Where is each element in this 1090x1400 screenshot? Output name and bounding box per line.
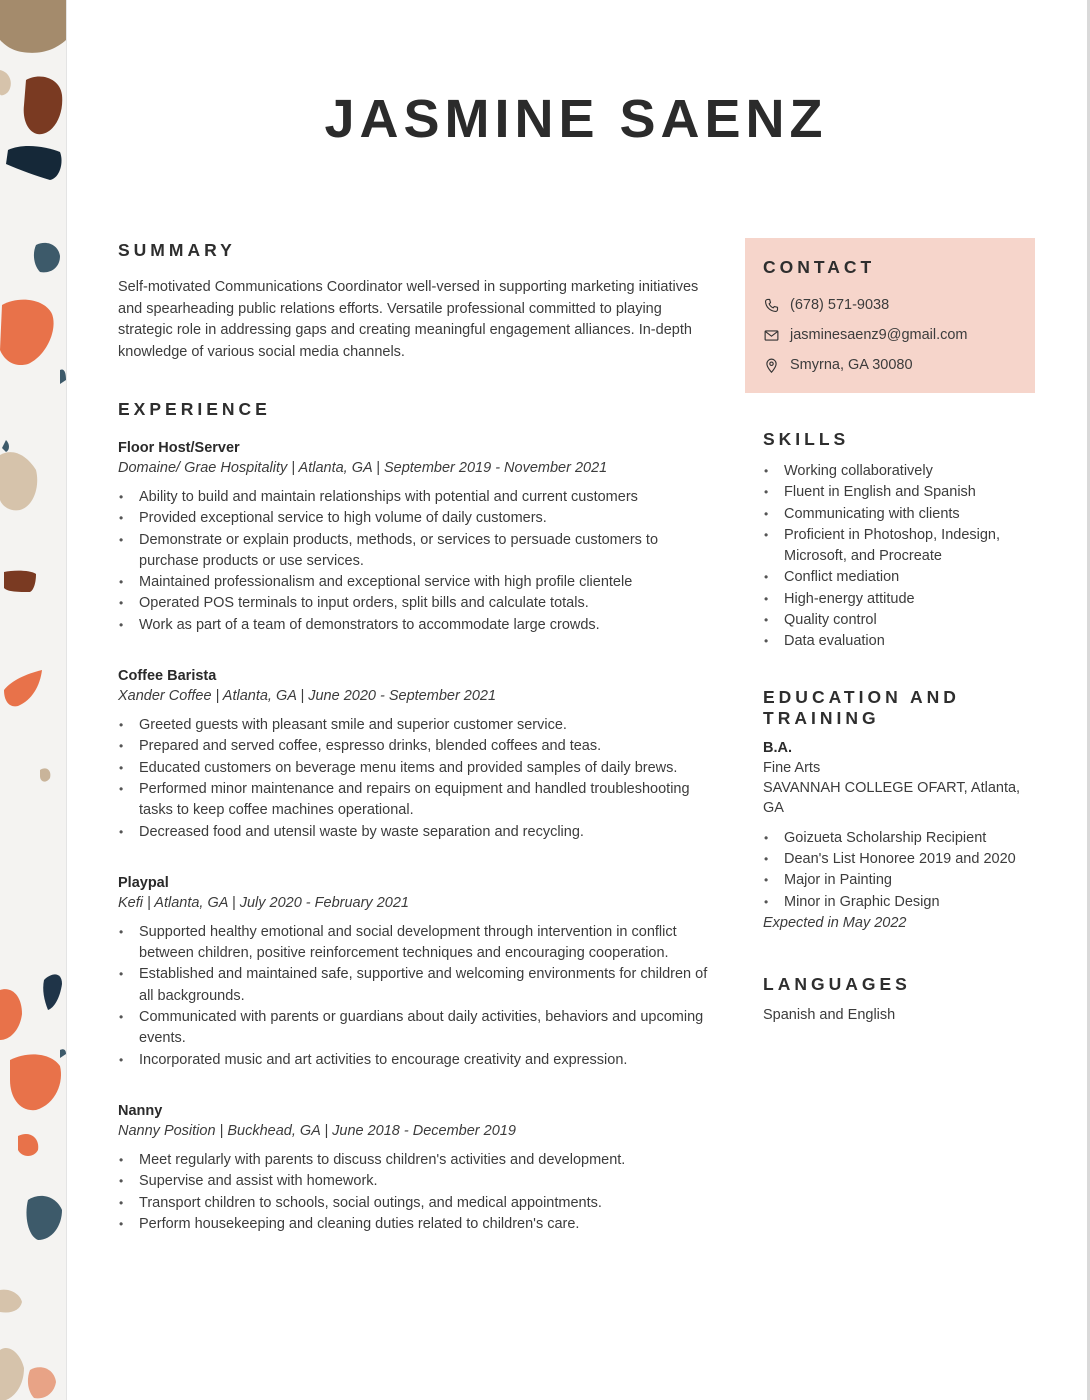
skill-item: • Working collaboratively xyxy=(763,461,1035,482)
skill-item: • Proficient in Photoshop, Indesign, Microsoft, and Procreate xyxy=(763,525,1035,568)
location-pin-icon xyxy=(763,357,780,374)
skill-item: • Communicating with clients xyxy=(763,504,1035,525)
job-title: Playpal xyxy=(118,874,169,891)
job-bullet: • Ability to build and maintain relationships with potential and current customers xyxy=(118,487,708,508)
education-degree: B.A. xyxy=(763,739,792,756)
job-bullet: • Work as part of a team of demonstrators to accommodate large crowds. xyxy=(118,615,708,636)
job-bullet: • Decreased food and utensil waste by waste separation and recycling. xyxy=(118,822,708,843)
job-entry xyxy=(118,1101,708,1235)
job-bullet: • Maintained professionalism and exceptional service with high profile clientele xyxy=(118,572,708,593)
education-heading: EDUCATION AND TRAINING xyxy=(763,686,960,728)
job-bullet: • Educated customers on beverage menu items and provided samples of daily brews. xyxy=(118,758,708,779)
job-bullet: • Supported healthy emotional and social development through intervention in conflict between children, positive reinforcement techniques and encouraging cooperation. xyxy=(118,922,708,965)
education-bullet: • Major in Painting xyxy=(763,870,1035,891)
contact-heading: CONTACT xyxy=(763,257,876,277)
skills-list xyxy=(763,461,1035,653)
job-entry xyxy=(118,438,708,636)
job-title: Floor Host/Server xyxy=(118,440,240,456)
skill-item: • Fluent in English and Spanish xyxy=(763,482,1035,503)
summary-text: Self-motivated Communications Coordinator well-versed in supporting marketing initiatives and spearheading public relations efforts. Versatile professional committed to playing strategic role in addressing gaps and creating meaningful engagement alliances. In-depth knowledge of various social media channels. xyxy=(118,279,699,360)
job-entry xyxy=(118,666,708,843)
job-bullet: • Greeted guests with pleasant smile and superior customer service. xyxy=(118,715,708,736)
job-bullet: • Demonstrate or explain products, methods, or services to persuade customers to purchase products or use services. xyxy=(118,530,708,573)
job-bullet: • Supervise and assist with homework. xyxy=(118,1171,708,1192)
education-school: SAVANNAH COLLEGE OFART, Atlanta, GA xyxy=(763,779,1021,816)
job-title: Coffee Barista xyxy=(118,668,217,685)
job-bullet: • Communicated with parents or guardians about daily activities, behaviors and upcoming events. xyxy=(118,1007,708,1050)
contact-box xyxy=(745,238,1035,393)
phone-icon xyxy=(763,297,780,314)
languages-section xyxy=(745,974,1035,1027)
contact-location-row xyxy=(763,355,1017,376)
skills-heading: SKILLS xyxy=(763,429,850,449)
job-bullet: • Perform housekeeping and cleaning duties related to children's care. xyxy=(118,1214,708,1235)
job-bullet: • Incorporated music and art activities to encourage creativity and expression. xyxy=(118,1050,708,1071)
terrazzo-decoration xyxy=(0,0,66,1400)
job-meta: Kefi | Atlanta, GA | July 2020 - February 2021 xyxy=(118,894,409,911)
languages-heading: LANGUAGES xyxy=(763,973,911,994)
job-bullets xyxy=(118,715,708,843)
education-bullet: • Goizueta Scholarship Recipient xyxy=(763,828,1035,849)
skill-item: • Data evaluation xyxy=(763,631,1035,652)
page-edge-divider xyxy=(66,0,67,1400)
skills-section xyxy=(745,429,1035,653)
experience-heading: EXPERIENCE xyxy=(118,399,271,419)
job-meta: Domaine/ Grae Hospitality | Atlanta, GA | September 2019 - November 2021 xyxy=(118,460,608,476)
job-bullet: • Performed minor maintenance and repairs on equipment and handled troubleshooting tasks to keep coffee machines operational. xyxy=(118,779,708,822)
sidebar-column xyxy=(745,238,1035,1026)
education-section xyxy=(745,687,1035,934)
job-meta: Nanny Position | Buckhead, GA | June 2018 - December 2019 xyxy=(118,1122,516,1139)
job-bullets xyxy=(118,487,708,636)
education-bullets xyxy=(763,828,1035,913)
languages-text: Spanish and English xyxy=(763,1006,896,1023)
education-bullet: • Minor in Graphic Design xyxy=(763,892,1035,913)
job-meta: Xander Coffee | Atlanta, GA | June 2020 - September 2021 xyxy=(118,688,497,705)
resume-name: JASMINE SAENZ xyxy=(324,89,828,149)
summary-heading: SUMMARY xyxy=(118,240,236,260)
job-entry xyxy=(118,873,708,1071)
contact-phone[interactable]: (678) 571-9038 xyxy=(790,297,890,313)
job-bullets xyxy=(118,1150,708,1235)
job-bullet: • Operated POS terminals to input orders, split bills and calculate totals. xyxy=(118,593,708,614)
job-bullet: • Transport children to schools, social outings, and medical appointments. xyxy=(118,1193,708,1214)
contact-location: Smyrna, GA 30080 xyxy=(790,357,913,373)
job-bullet: • Provided exceptional service to high volume of daily customers. xyxy=(118,508,708,529)
job-bullets xyxy=(118,922,708,1071)
skill-item: • Quality control xyxy=(763,610,1035,631)
job-bullet: • Meet regularly with parents to discuss children's activities and development. xyxy=(118,1150,708,1171)
contact-email[interactable]: jasminesaenz9@gmail.com xyxy=(790,327,968,343)
job-bullet: • Established and maintained safe, supportive and welcoming environments for children of all backgrounds. xyxy=(118,964,708,1007)
main-column xyxy=(118,238,708,1235)
education-field: Fine Arts xyxy=(763,759,821,776)
skill-item: • High-energy attitude xyxy=(763,589,1035,610)
contact-email-row xyxy=(763,325,1017,346)
education-expected: Expected in May 2022 xyxy=(763,914,907,931)
job-bullet: • Prepared and served coffee, espresso drinks, blended coffees and teas. xyxy=(118,736,708,757)
terrazzo-pattern xyxy=(0,0,66,1400)
job-title: Nanny xyxy=(118,1102,163,1119)
skill-item: • Conflict mediation xyxy=(763,567,1035,588)
education-bullet: • Dean's List Honoree 2019 and 2020 xyxy=(763,849,1035,870)
contact-phone-row xyxy=(763,295,1017,316)
email-icon xyxy=(763,327,780,344)
